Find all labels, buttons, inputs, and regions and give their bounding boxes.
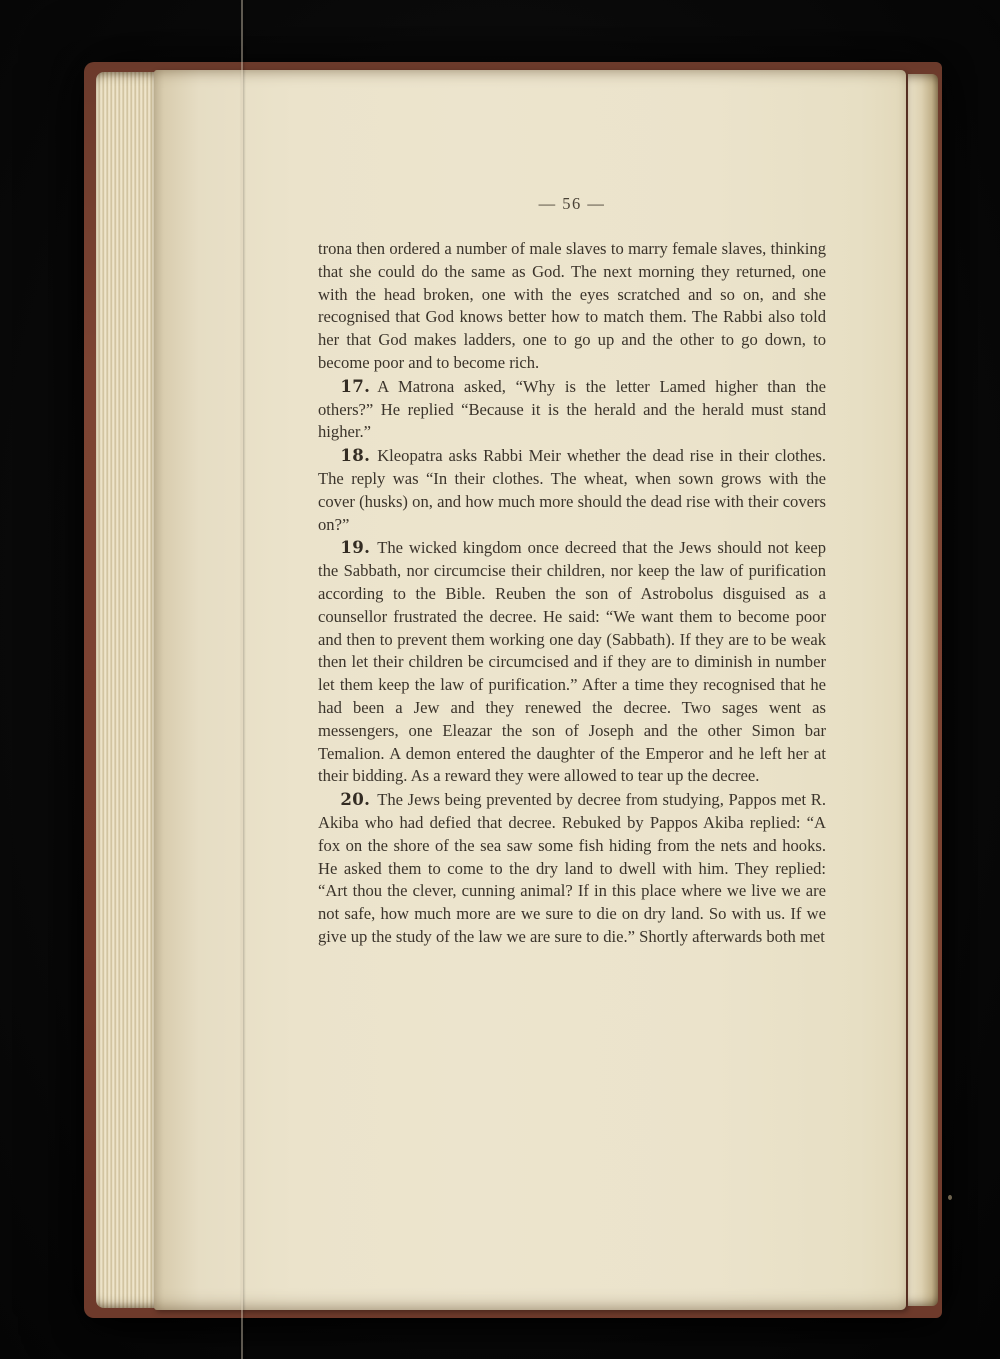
- book: [84, 62, 942, 1318]
- paragraph-text: The Jews being prevented by decree from studying, Pappos met R. Akiba who had defied that decree. Rebuked by Pappos Akiba replied: “A fox on the shore of the sea saw some fish hiding from the nets and hooks. He asked them to come to the dry land to dwell with him. They replied: “Art thou the clever, cunning animal? If in this place where we live we are not safe, how much more are we sure to die on dry land. So with us. If we give up the study of the law we are sure to die.” Shortly afterwards both met: [318, 790, 826, 946]
- paragraph: [318, 238, 826, 375]
- paragraph: [318, 788, 826, 949]
- paragraph-text: A Matrona asked, “Why is the letter Lamed higher than the others?” He replied “Because it is the herald and the herald must stand higher.”: [318, 376, 826, 442]
- paragraph-text: Kleopatra asks Rabbi Meir whether the dead rise in their clothes. The reply was “In their clothes. The wheat, when sown grows with the cover (husks) on, and how much more should the dead rise with their covers on?”: [318, 446, 826, 534]
- page-speck: [948, 1195, 952, 1200]
- paragraph-number: 18.: [340, 445, 371, 466]
- paragraph: [318, 444, 826, 536]
- page-edge-right: [908, 74, 938, 1306]
- book-page: [154, 70, 906, 1310]
- page-edge-stack-left: [96, 72, 160, 1308]
- paragraph-number: 20.: [340, 789, 371, 810]
- page-number: — 56 —: [538, 194, 606, 213]
- paragraph-text: The wicked kingdom once decreed that the Jews should not keep the Sabbath, nor circumcise their children, nor keep the law of purification according to the Bible. Reuben the son of Astrobolus disguised as a counsellor frustrated the decree. He said: “We want them to become poor and then to prevent them working one day (Sabbath). If they are to be weak then let their children be circumcised and if they are to diminish in number let them keep the law of purification.” After a time they recognised that he had been a Jew and they renewed the decree. Two sages went as messengers, one Eleazar the son of Joseph and the other Simon bar Temalion. A demon entered the daughter of the Emperor and he left her at their bidding. As a reward they were allowed to tear up the decree.: [318, 538, 826, 786]
- paragraph-number: 17.: [340, 375, 371, 396]
- paragraph: [318, 536, 826, 788]
- page-text-block: [318, 194, 826, 949]
- paragraph-number: 19.: [340, 537, 371, 558]
- paragraph: [318, 375, 826, 444]
- paragraph-text: trona then ordered a number of male slaves to marry female slaves, thinking that she could do the same as God. The next morning they returned, one with the head broken, one with the eyes scratched and so on, and she recognised that God knows better how to match them. The Rabbi also told her that God makes ladders, one to go up and the other to go down, to become poor and to become rich.: [318, 239, 826, 372]
